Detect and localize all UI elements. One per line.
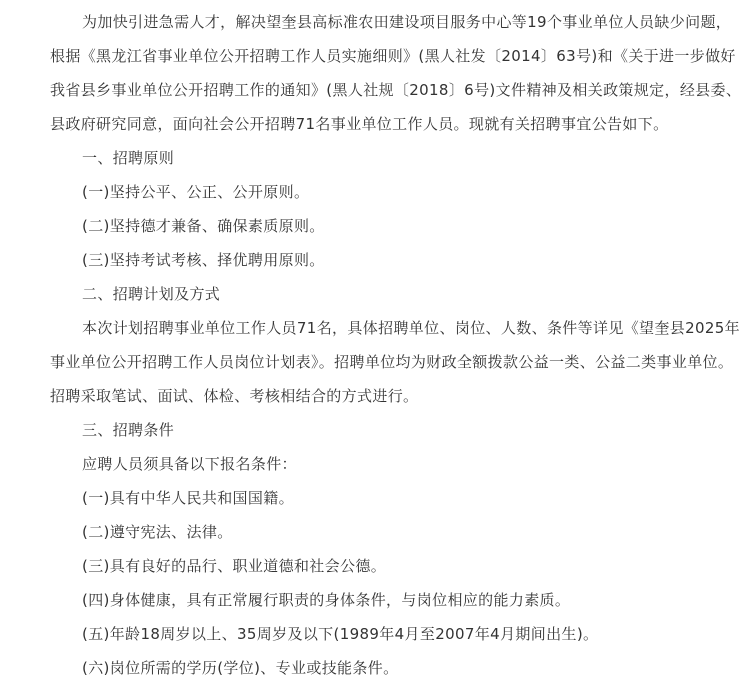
- paragraph-plan-line-2: 事业单位公开招聘工作人员岗位计划表》。招聘单位均为财政全额拨款公益一类、公益二类事业单位。: [50, 353, 734, 371]
- condition-item-2: (二)遵守宪法、法律。: [82, 523, 233, 541]
- condition-item-4: (四)身体健康，具有正常履行职责的身体条件，与岗位相应的能力素质。: [82, 591, 571, 609]
- principle-item-1: (一)坚持公平、公正、公开原则。: [82, 183, 310, 201]
- condition-item-6: (六)岗位所需的学历(学位)、专业或技能条件。: [82, 659, 399, 677]
- section-heading-principles: 一、招聘原则: [82, 149, 175, 167]
- paragraph-intro-line-2: 根据《黑龙江省事业单位公开招聘工作人员实施细则》(黑人社发〔2014〕63号)和《关于进一步做好: [50, 47, 736, 65]
- section-heading-plan: 二、招聘计划及方式: [82, 285, 221, 303]
- principle-item-3: (三)坚持考试考核、择优聘用原则。: [82, 251, 325, 269]
- condition-item-5: (五)年龄18周岁以上、35周岁及以下(1989年4月至2007年4月期间出生)。: [82, 625, 599, 643]
- paragraph-plan-line-3: 招聘采取笔试、面试、体检、考核相结合的方式进行。: [50, 387, 419, 405]
- paragraph-plan-line-1: 本次计划招聘事业单位工作人员71名，具体招聘单位、岗位、人数、条件等详见《望奎县2025年: [82, 319, 741, 337]
- conditions-intro: 应聘人员须具备以下报名条件：: [82, 455, 297, 473]
- paragraph-intro-line-4: 县政府研究同意，面向社会公开招聘71名事业单位工作人员。现就有关招聘事宜公告如下。: [50, 115, 669, 133]
- principle-item-2: (二)坚持德才兼备、确保素质原则。: [82, 217, 325, 235]
- condition-item-3: (三)具有良好的品行、职业道德和社会公德。: [82, 557, 387, 575]
- paragraph-intro-line-3: 我省县乡事业单位公开招聘工作的通知》(黑人社规〔2018〕6号)文件精神及相关政策规定，经县委、: [50, 81, 742, 99]
- condition-item-1: (一)具有中华人民共和国国籍。: [82, 489, 294, 507]
- section-heading-conditions: 三、招聘条件: [82, 421, 175, 439]
- paragraph-intro-line-1: 为加快引进急需人才，解决望奎县高标准农田建设项目服务中心等19个事业单位人员缺少问题，: [82, 13, 732, 31]
